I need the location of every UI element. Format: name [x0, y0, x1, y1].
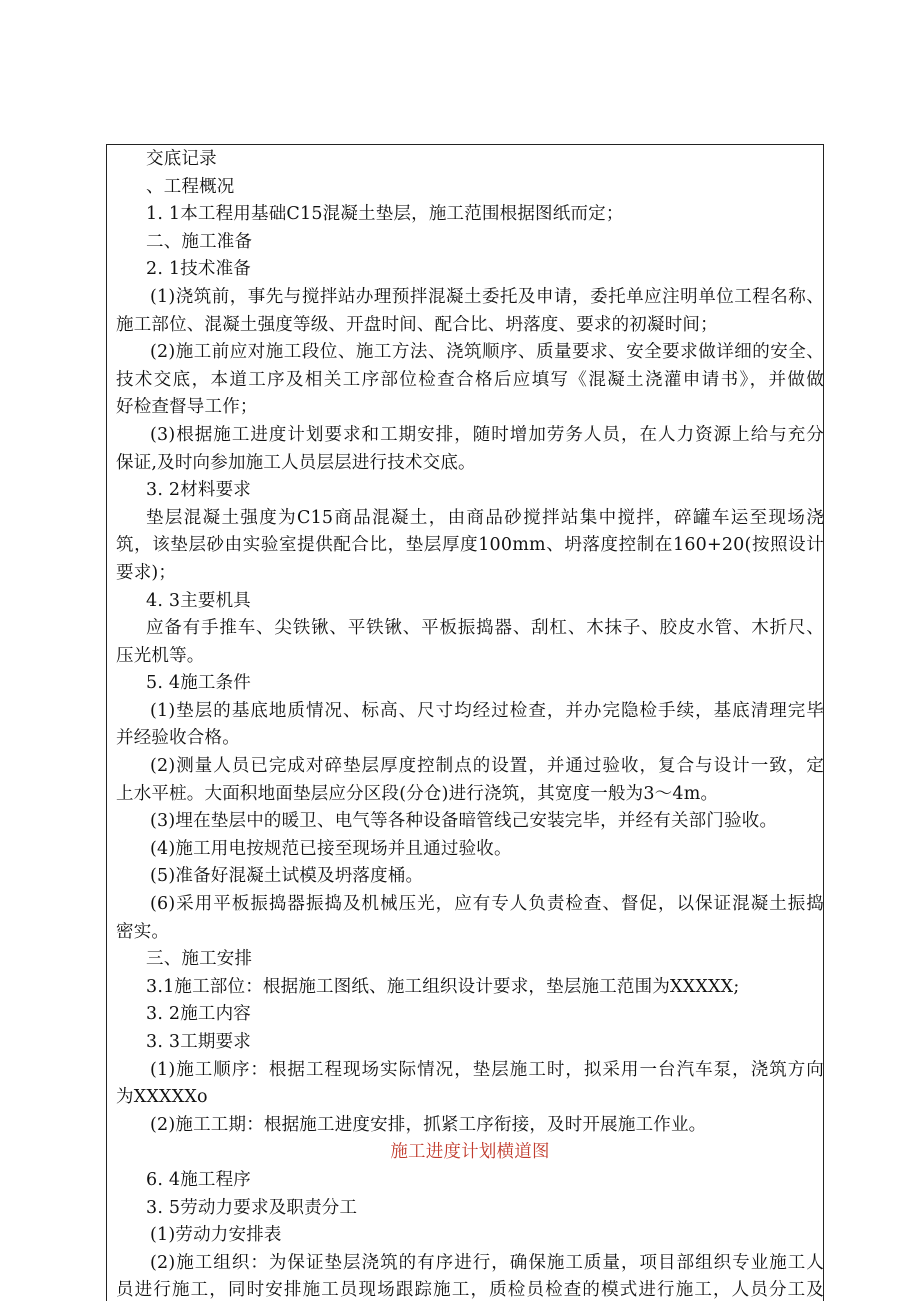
document-line: 5. 4施工条件 [146, 673, 251, 694]
document-line: 保证,及时向参加施工人员层层进行技术交底。 [116, 452, 476, 473]
document-line: 3. 2材料要求 [146, 480, 251, 501]
document-line: 2. 1技术准备 [146, 259, 251, 280]
document-line: 垫层混凝土强度为C15商品混凝土，由商品砂搅拌站集中搅拌，碎罐车运至现场浇 [146, 507, 824, 528]
document-line: (6)采用平板振捣器振捣及机械压光，应有专人负责检查、督促，以保证混凝土振捣 [150, 894, 824, 915]
document-line: 为XXXXXo [116, 1087, 208, 1108]
document-line: 密实。 [116, 921, 170, 942]
document-line: 好检查督导工作； [116, 397, 258, 418]
document-line: 3.1施工部位：根据施工图纸、施工组织设计要求，垫层施工范围为XXXXX; [146, 976, 740, 997]
document-line: 筑，该垫层砂由实验室提供配合比，垫层厚度100mm、坍落度控制在160+20(按照设计 [116, 535, 824, 556]
document-line: (3)根据施工进度计划要求和工期安排，随时增加劳务人员，在人力资源上给与充分 [150, 424, 824, 445]
document-line: (3)埋在垫层中的暖卫、电气等各种设备暗管线己安装完毕，并经有关部门验收。 [150, 811, 778, 832]
document-line: 应备有手推车、尖铁锹、平铁锹、平板振捣器、刮杠、木抹子、胶皮水管、木折尺、 [146, 618, 824, 639]
document-line: (2)测量人员已完成对碎垫层厚度控制点的设置，并通过验收，复合与设计一致，定 [150, 756, 824, 777]
document-line: (2)施工组织：为保证垫层浇筑的有序进行，确保施工质量，项目部组织专业施工人 [150, 1252, 824, 1273]
document-line: (5)准备好混凝土试模及坍落度桶。 [150, 866, 424, 887]
document-line: (2)施工工期：根据施工进度安排，抓紧工序衔接，及时开展施工作业。 [150, 1114, 707, 1135]
document-line: 1. 1本工程用基础C15混凝土垫层，施工范围根据图纸而定； [146, 204, 624, 225]
document-line: 6. 4施工程序 [146, 1169, 251, 1190]
document-line: 压光机等。 [116, 645, 205, 666]
document-line: (1)施工顺序：根据工程现场实际情况，垫层施工时，拟采用一台汽车泵，浇筑方向 [150, 1059, 824, 1080]
document-line: 4. 3主要机具 [146, 590, 251, 611]
document-line: 二、施工准备 [146, 231, 253, 252]
document-line: 、工程概况 [146, 176, 235, 197]
document-line: 员进行施工，同时安排施工员现场跟踪施工，质检员检查的模式进行施工，人员分工及 [116, 1280, 824, 1301]
document-line: 三、施工安排 [146, 949, 253, 970]
document-body [116, 146, 824, 1305]
document-line: 3. 2施工内容 [146, 1004, 251, 1025]
document-line: 并经验收合格。 [116, 728, 240, 749]
document-line: 施工部位、混凝土强度等级、开盘时间、配合比、坍落度、要求的初凝时间； [116, 314, 718, 335]
document-line: 3. 3工期要求 [146, 1032, 251, 1052]
document-line: (1)垫层的基底地质情况、标高、尺寸均经过检查，并办完隐检手续，基底清理完毕 [150, 700, 824, 721]
document-line: (2)施工前应对施工段位、施工方法、浇筑顺序、质量要求、安全要求做详细的安全、 [150, 342, 824, 363]
chart-caption: 施工进度计划横道图 [390, 1142, 550, 1163]
document-line: 交底记录 [146, 149, 217, 169]
document-line: (1)劳动力安排表 [150, 1225, 282, 1246]
document-line: 要求)； [116, 562, 177, 583]
document-line: 技术交底，本道工序及相关工序部位检查合格后应填写《混凝土浇灌申请书》，并做做 [116, 369, 824, 390]
document-line: (4)施工用电按规范已接至现场并且通过验收。 [150, 838, 512, 859]
document-line: 上水平桩。大面积地面垫层应分区段(分仓)进行浇筑，其宽度一般为3～4m。 [116, 783, 719, 804]
document-line: (1)浇筑前，事先与搅拌站办理预拌混凝土委托及申请，委托单应注明单位工程名称、 [150, 286, 824, 307]
document-line: 3. 5劳动力要求及职责分工 [146, 1197, 358, 1218]
